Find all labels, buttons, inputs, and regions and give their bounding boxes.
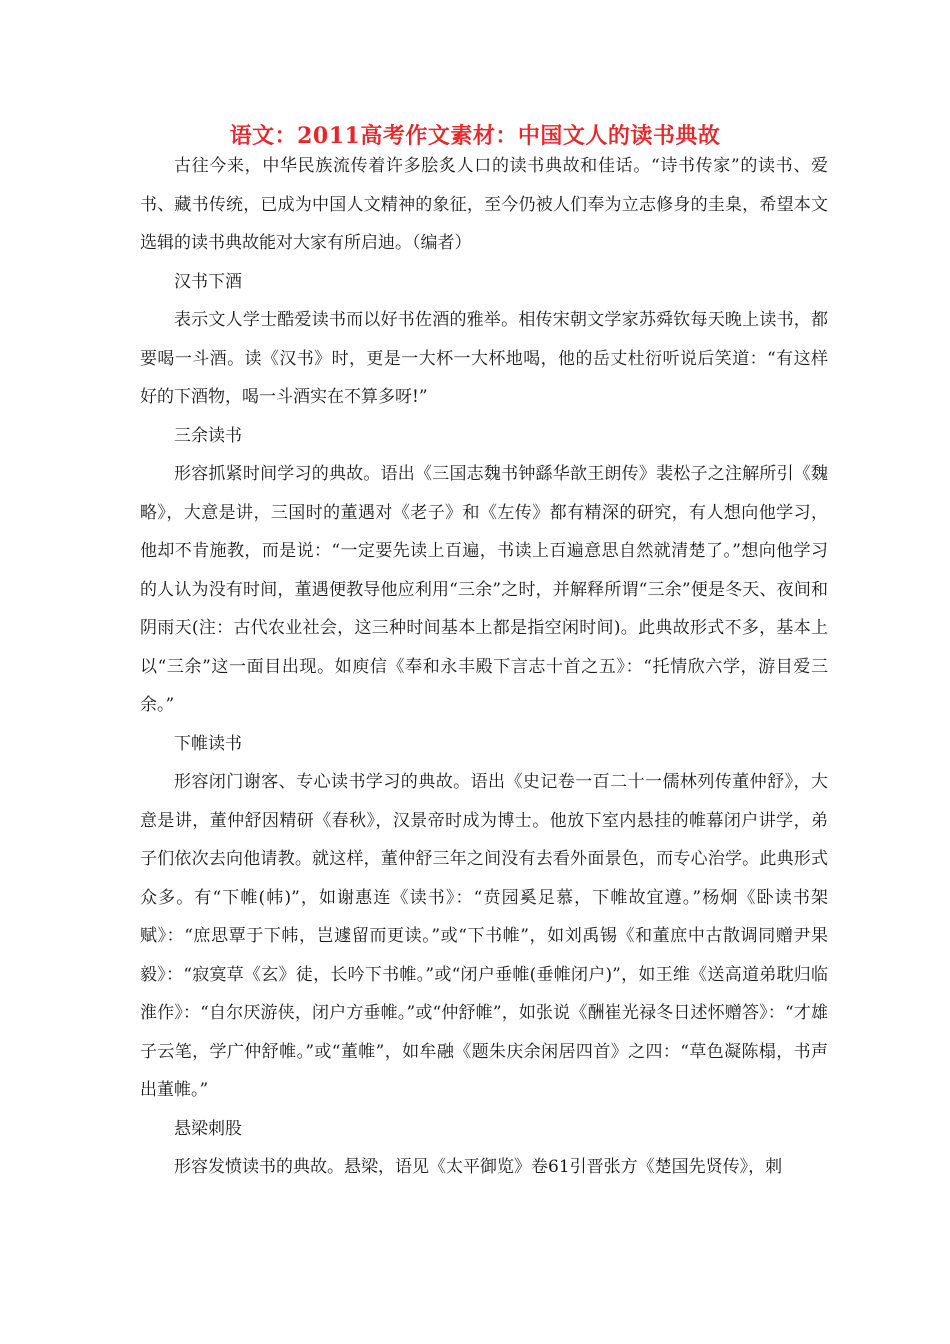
intro-paragraph: 古往今来，中华民族流传着许多脍炙人口的读书典故和佳话。“诗书传家”的读书、爱书、藏书传统，已成为中国人文精神的象征，至今仍被人们奉为立志修身的圭臬，希望本文选辑的读书典故能对大家有所启迪。（编者） <box>140 156 828 253</box>
section-heading: 三余读书 <box>174 425 242 446</box>
section-heading: 悬梁刺股 <box>174 1118 242 1139</box>
document-title: 语文：2011高考作文素材：中国文人的读书典故 <box>229 123 721 149</box>
section-paragraph: 表示文人学士酷爱读书而以好书佐酒的雅举。相传宋朝文学家苏舜钦每天晚上读书，都要喝一斗酒。读《汉书》时，更是一大杯一大杯地喝，他的岳丈杜衍听说后笑道：“有这样好的下酒物，喝一斗酒实在不算多呀!” <box>140 310 828 407</box>
document-body <box>140 147 828 1187</box>
section-heading: 汉书下酒 <box>174 271 242 292</box>
section-paragraph: 形容抓紧时间学习的典故。语出《三国志魏书钟繇华歆王朗传》裴松子之注解所引《魏略》，大意是讲，三国时的董遇对《老子》和《左传》都有精深的研究，有人想向他学习，他却不肯施教，而是说：“一定要先读上百遍，书读上百遍意思自然就清楚了。”想向他学习的人认为没有时间，董遇便教导他应利用“三余”之时，并解释所谓“三余”便是冬天、夜间和阴雨天(注：古代农业社会，这三种时间基本上都是指空闲时间)。此典故形式不多，基本上以“三余”这一面目出现。如庾信《奉和永丰殿下言志十首之五》：“托情欣六学，游目爱三余。” <box>140 464 828 715</box>
section-paragraph: 形容闭门谢客、专心读书学习的典故。语出《史记卷一百二十一儒林列传董仲舒》，大意是讲，董仲舒因精研《春秋》，汉景帝时成为博士。他放下室内悬挂的帷幕闭户讲学，弟子们依次去向他请教。就这样，董仲舒三年之间没有去看外面景色，而专心治学。此典形式众多。有“下帷(帏)”，如谢惠连《读书》：“贲园奚足慕，下帷故宜遵。”杨炯《卧读书架赋》：“庶思覃于下帏，岂遽留而更读。”或“下书帷”，如刘禹锡《和董庶中古散调同赠尹果毅》：“寂寞草《玄》徒，长吟下书帷。”或“闭户垂帷(垂帷闭户)”，如王维《送高道弟耽归临淮作》：“自尔厌游侠，闭户方垂帷。”或“仲舒帷”，如张说《酬崔光禄冬日述怀赠答》：“才雄子云笔，学广仲舒帷。”或“董帷”，如牟融《题朱庆余闲居四首》之四：“草色凝陈榻，书声出董帷。” <box>140 772 828 1100</box>
section-paragraph: 形容发愤读书的典故。悬梁，语见《太平御览》卷61引晋张方《楚国先贤传》，刺 <box>174 1157 783 1177</box>
section-heading: 下帷读书 <box>174 733 242 754</box>
